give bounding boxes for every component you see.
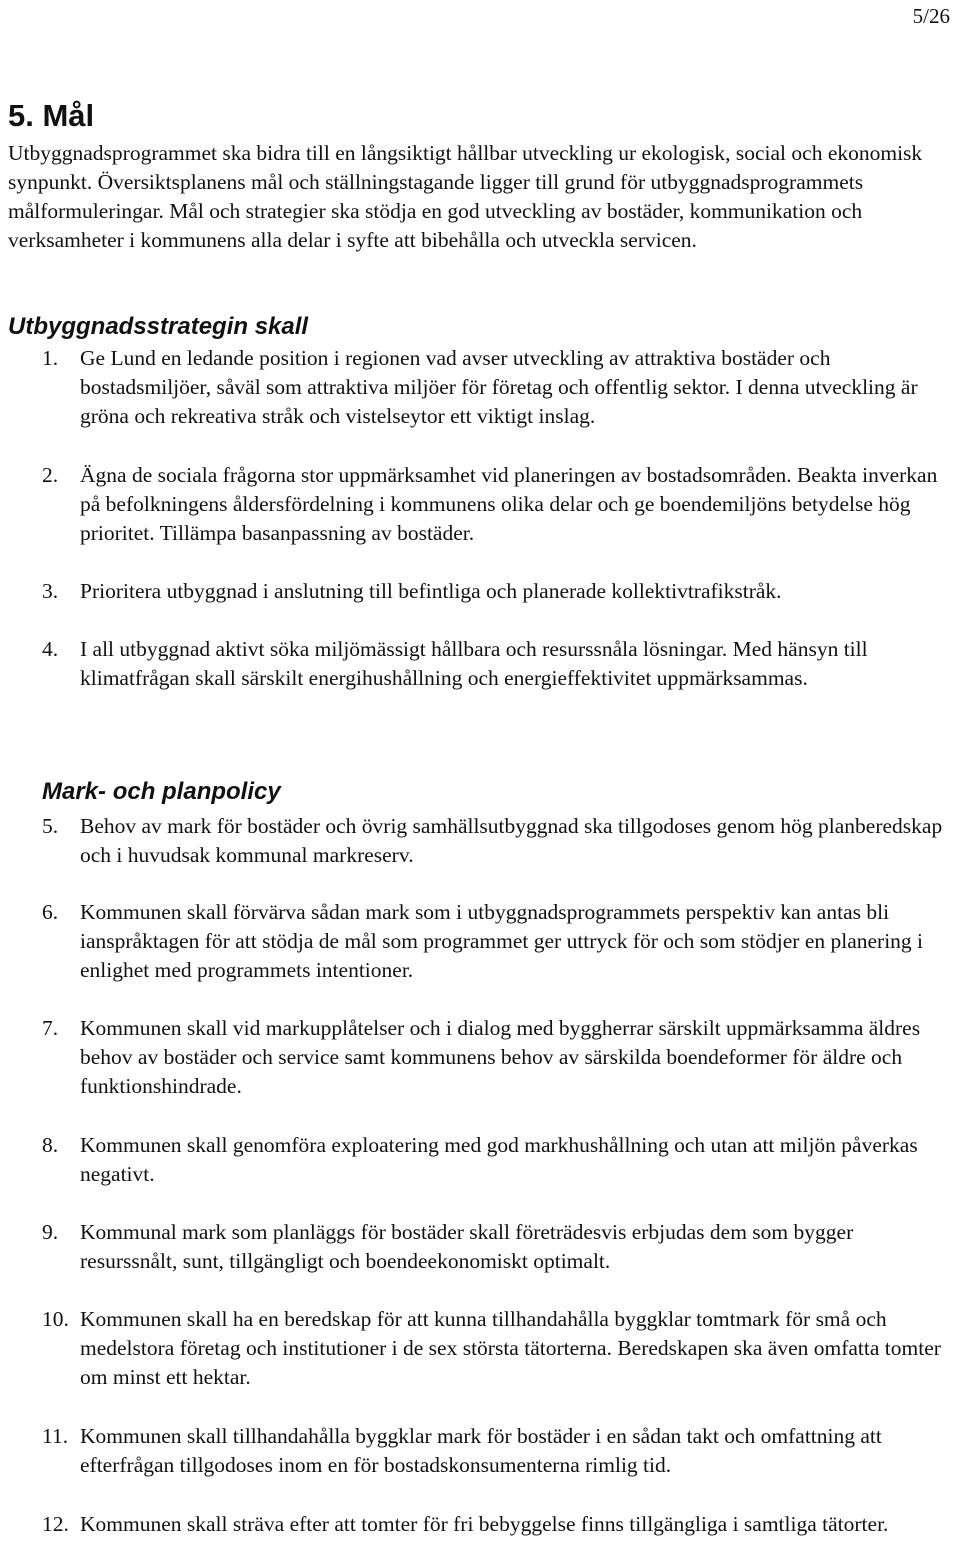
- item-text: Behov av mark för bostäder och övrig samhällsutbyggnad ska tillgodoses genom hög planberedskap och i huvudsak kommunal markreserv.: [80, 814, 943, 867]
- list-item: [42, 344, 954, 431]
- item-text: Kommunen skall genomföra exploatering med god markhushållning och utan att miljön påverkas negativt.: [80, 1133, 918, 1186]
- item-text: I all utbyggnad aktivt söka miljömässigt hållbara och resurssnåla lösningar. Med hänsyn till klimatfrågan skall särskilt energihushållning och energieffektivitet uppmärksammas.: [80, 637, 868, 690]
- item-number: 7.: [42, 1016, 59, 1040]
- item-number: 9.: [42, 1220, 59, 1244]
- item-text: Kommunal mark som planläggs för bostäder skall företrädesvis erbjudas dem som bygger resurssnålt, sunt, tillgängligt och boendeekonomiskt optimalt.: [80, 1220, 854, 1273]
- item-text: Kommunen skall förvärva sådan mark som i utbyggnadsprogrammets perspektiv kan antas bli ianspråktagen för att stödja de mål som programmet ger uttryck för och som stödjer en planering i enlighet med programmets intentioner.: [80, 900, 924, 982]
- item-number: 1.: [42, 346, 59, 370]
- list-item: [42, 461, 954, 548]
- item-text: Kommunen skall tillhandahålla byggklar mark för bostäder i en sådan takt och omfattning att efterfrågan tillgodoses inom en för bostadskonsumenterna rimlig tid.: [80, 1424, 882, 1477]
- page-number: 5/26: [912, 4, 950, 28]
- list-item: [42, 1305, 954, 1392]
- item-text: Kommunen skall vid markupplåtelser och i dialog med byggherrar särskilt uppmärksamma äldres behov av bostäder och service samt kommunens behov av särskilda boendeformer för äldre och funktionshindrade.: [80, 1016, 921, 1098]
- item-text: Prioritera utbyggnad i anslutning till befintliga och planerade kollektivtrafikstråk.: [80, 579, 782, 603]
- item-text: Kommunen skall sträva efter att tomter för fri bebyggelse finns tillgängliga i samtliga tätorter.: [80, 1512, 889, 1536]
- list-item: [42, 1131, 954, 1189]
- item-number: 10.: [42, 1307, 69, 1331]
- list-item: [42, 1014, 954, 1101]
- item-text: Ge Lund en ledande position i regionen vad avser utveckling av attraktiva bostäder och bostadsmiljöer, såväl som attraktiva miljöer för företag och offentlig sektor. I denna utveckling är gröna och rekreativa stråk och vistelseytor ett viktigt inslag.: [80, 346, 918, 428]
- item-number: 8.: [42, 1133, 59, 1157]
- item-number: 6.: [42, 900, 59, 924]
- list-item: [42, 812, 954, 870]
- item-number: 4.: [42, 637, 59, 661]
- list-item: [42, 1510, 954, 1539]
- intro-paragraph: Utbyggnadsprogrammet ska bidra till en långsiktigt hållbar utveckling ur ekologisk, social och ekonomisk synpunkt. Översiktsplanens mål och ställningstagande ligger till grund för utbyggnadsprogrammets målformuleringar. Mål och strategier ska stödja en god utveckling av bostäder, kommunikation och verksamheter i kommunens alla delar i syfte att bibehålla och utveckla servicen.: [8, 141, 923, 252]
- item-number: 2.: [42, 463, 59, 487]
- item-text: Kommunen skall ha en beredskap för att kunna tillhandahålla byggklar tomtmark för små och medelstora företag och institutioner i de sex största tätorterna. Beredskapen ska även omfatta tomter om minst ett hektar.: [80, 1307, 941, 1389]
- list-item: [42, 577, 954, 606]
- list-item: [42, 635, 954, 693]
- item-number: 3.: [42, 579, 59, 603]
- item-number: 11.: [42, 1424, 69, 1448]
- list-item: [42, 1422, 954, 1480]
- policy-heading: Mark- och planpolicy: [42, 778, 281, 805]
- list-item: [42, 898, 954, 985]
- list-item: [42, 1218, 954, 1276]
- item-number: 12.: [42, 1512, 69, 1536]
- item-number: 5.: [42, 814, 59, 838]
- item-text: Ägna de sociala frågorna stor uppmärksamhet vid planeringen av bostadsområden. Beakta inverkan på befolkningens åldersfördelning i kommunens olika delar och ge boendemiljöns betydelse hög prioritet. Tillämpa basanpassning av bostäder.: [80, 463, 938, 545]
- section-title: 5. Mål: [8, 98, 95, 133]
- strategy-heading: Utbyggnadsstrategin skall: [8, 313, 309, 340]
